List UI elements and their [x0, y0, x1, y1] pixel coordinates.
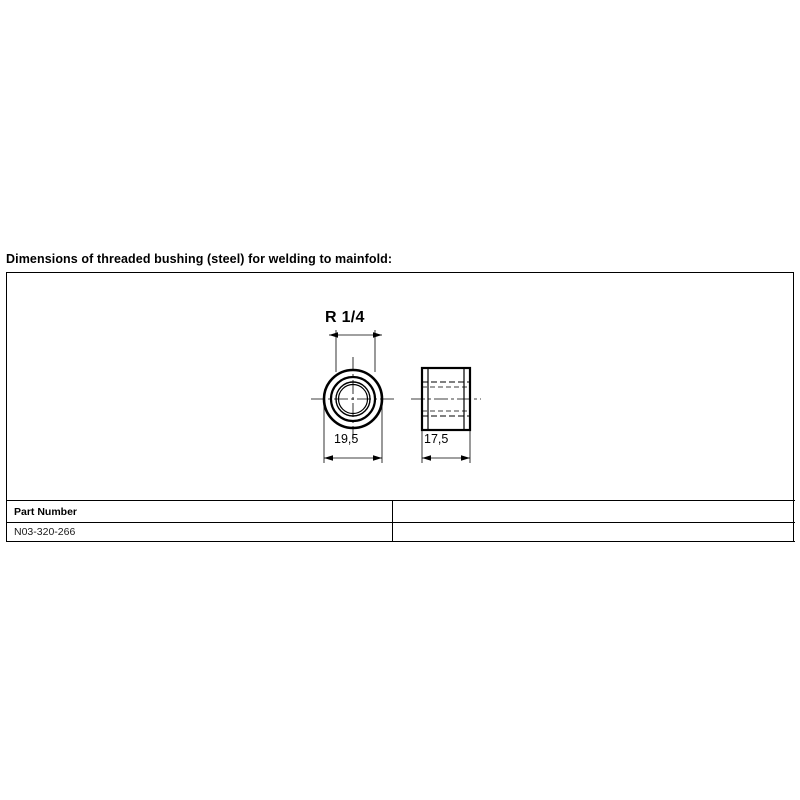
thread-leader-lines [329, 330, 382, 372]
drawing-area [7, 273, 795, 500]
table-cell-right-value [392, 523, 795, 541]
table-cell-part-number-value [7, 523, 392, 541]
drawing-frame [6, 272, 794, 542]
table-header-label-left: Part Number [14, 505, 78, 518]
part-number-value: N03-320-266 [14, 526, 76, 538]
table-header-cell-part-number [7, 501, 392, 522]
table-header-row [7, 500, 795, 523]
dimension-label-front: 19,5 [334, 432, 359, 446]
side-view-bushing [411, 368, 481, 430]
technical-drawing-svg [7, 273, 795, 500]
thread-spec-label: R 1/4 [325, 309, 365, 326]
table-row [7, 523, 795, 542]
table-header-cell-right [392, 501, 795, 522]
dimension-label-side: 17,5 [424, 432, 449, 446]
dimension-side-17-5 [422, 430, 470, 463]
page-title: Dimensions of threaded bushing (steel) for welding to mainfold: [6, 252, 393, 266]
